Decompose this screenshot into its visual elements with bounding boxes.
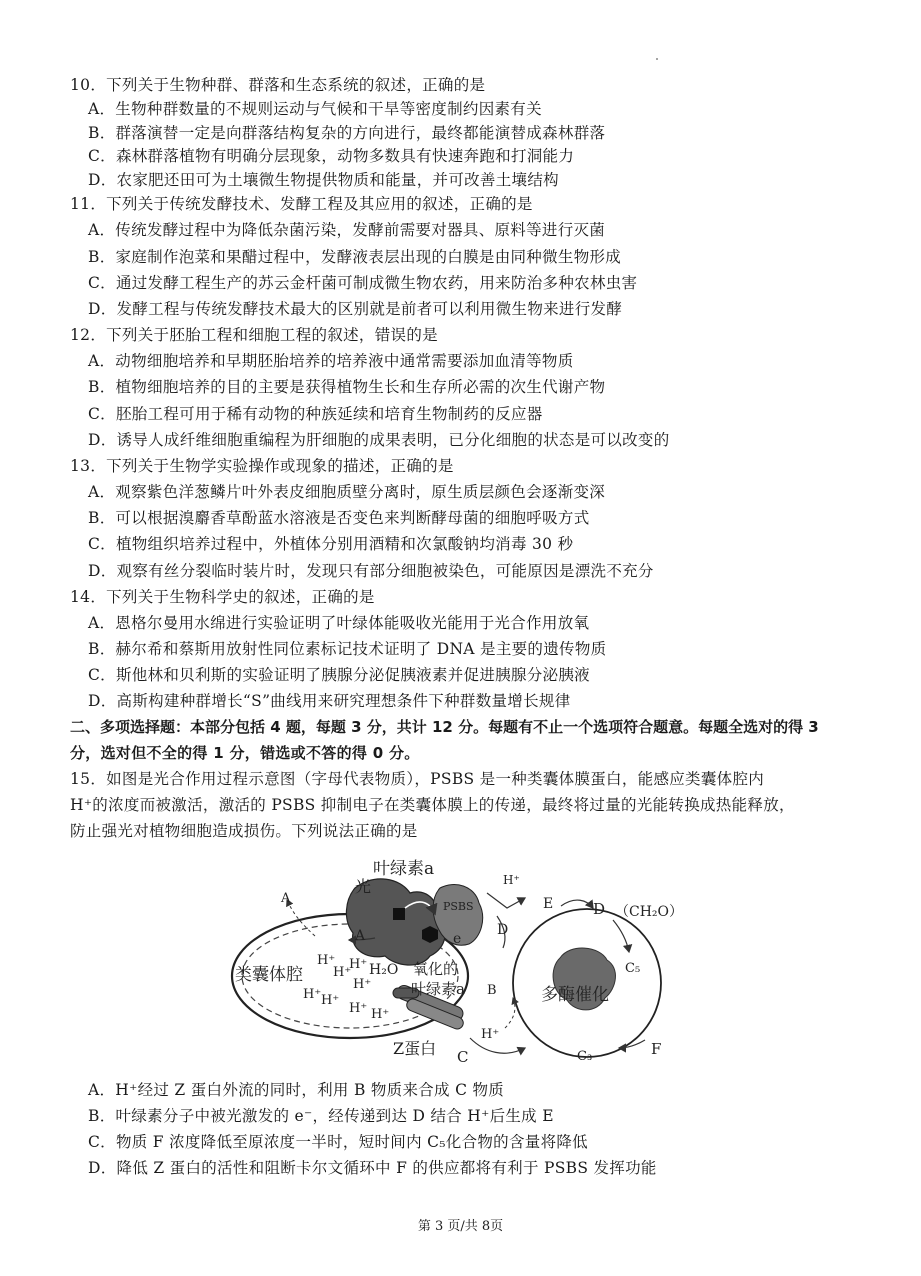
question-12-option-b: B．植物细胞培养的目的主要是获得植物生长和生存所必需的次生代谢产物 xyxy=(88,378,606,396)
question-12-option-c: C．胚胎工程可用于稀有动物的种族延续和培育生物制药的反应器 xyxy=(88,405,543,423)
question-15-stem-line-3: 防止强光对植物细胞造成损伤。下列说法正确的是 xyxy=(70,822,418,840)
question-10-option-b: B．群落演替一定是向群落结构复杂的方向进行，最终都能演替成森林群落 xyxy=(88,124,606,142)
photosynthesis-diagram xyxy=(225,848,695,1073)
question-14-stem: 14．下列关于生物科学史的叙述，正确的是 xyxy=(70,588,375,606)
page-footer: 第 3 页/共 8页 xyxy=(417,1219,504,1234)
label-h-plus-7: H⁺ xyxy=(349,1001,368,1016)
question-15-stem-line-1: 15．如图是光合作用过程示意图（字母代表物质），PSBS 是一种类囊体膜蛋白，能感应类囊体腔内 xyxy=(70,770,765,788)
label-h-plus-top: H⁺ xyxy=(503,873,520,887)
label-h2o: H₂O xyxy=(369,962,399,978)
question-11-option-d: D．发酵工程与传统发酵技术最大的区别就是前者可以利用微生物来进行发酵 xyxy=(88,300,623,318)
label-d-right: D xyxy=(593,900,606,918)
label-oxidized-2: 叶绿素a xyxy=(411,980,465,998)
label-h-plus-4: H⁺ xyxy=(353,977,372,992)
question-12-option-d: D．诱导人成纤维细胞重编程为肝细胞的成果表明，已分化细胞的状态是可以改变的 xyxy=(88,431,670,449)
question-13-option-d: D．观察有丝分裂临时装片时，发现只有部分细胞被染色，可能原因是漂洗不充分 xyxy=(88,562,654,580)
label-b: B xyxy=(487,983,497,998)
label-c: C xyxy=(457,1048,469,1066)
question-11-stem: 11．下列关于传统发酵技术、发酵工程及其应用的叙述，正确的是 xyxy=(70,195,533,213)
question-14-option-b: B．赫尔希和蔡斯用放射性同位素标记技术证明了 DNA 是主要的遗传物质 xyxy=(88,640,607,658)
label-a-left: A xyxy=(281,891,291,906)
label-h-plus-2: H⁺ xyxy=(349,957,368,972)
question-11-option-c: C．通过发酵工程生产的苏云金杆菌可制成微生物农药，用来防治多种农林虫害 xyxy=(88,274,638,292)
label-h-plus-bottom: H⁺ xyxy=(481,1027,500,1042)
arrow-to-e xyxy=(487,893,525,908)
question-10-stem: 10．下列关于生物种群、群落和生态系统的叙述，正确的是 xyxy=(70,76,486,94)
question-13-stem: 13．下列关于生物学实验操作或现象的描述，正确的是 xyxy=(70,457,454,475)
section-2-heading-line-2: 分，选对但不全的得 1 分，错选或不答的得 0 分。 xyxy=(70,744,420,762)
label-h-plus-1: H⁺ xyxy=(317,953,336,968)
question-11-option-b: B．家庭制作泡菜和果醋过程中，发酵液表层出现的白膜是由同种微生物形成 xyxy=(88,248,622,266)
question-14-option-a: A．恩格尔曼用水绵进行实验证明了叶绿体能吸收光能用于光合作用放氧 xyxy=(88,614,590,632)
label-electron: e xyxy=(453,931,462,947)
question-15-option-a: A．H⁺经过 Z 蛋白外流的同时，利用 B 物质来合成 C 物质 xyxy=(88,1081,505,1099)
label-light: 光 xyxy=(355,877,372,896)
question-14-option-c: C．斯他林和贝利斯的实验证明了胰腺分泌促胰液素并促进胰腺分泌胰液 xyxy=(88,666,590,684)
question-14-option-d: D．高斯构建种群增长“S”曲线用来研究理想条件下种群数量增长规律 xyxy=(88,692,571,710)
question-15-option-b: B．叶绿素分子中被光激发的 e⁻，经传递到达 D 结合 H⁺后生成 E xyxy=(88,1107,554,1125)
question-10-option-c: C．森林群落植物有明确分层现象，动物多数具有快速奔跑和打洞能力 xyxy=(88,147,575,165)
label-lumen: 类囊体腔 xyxy=(235,965,303,985)
label-multi-enzyme: 多酶催化 xyxy=(541,985,609,1005)
question-10-option-a: A．生物种群数量的不规则运动与气候和干旱等密度制约因素有关 xyxy=(88,100,542,118)
label-a: A xyxy=(355,928,366,944)
question-13-option-c: C．植物组织培养过程中，外植体分别用酒精和次氯酸钠均消毒 30 秒 xyxy=(88,535,574,553)
question-13-option-b: B．可以根据溴麝香草酚蓝水溶液是否变色来判断酵母菌的细胞呼吸方式 xyxy=(88,509,590,527)
label-h-plus-5: H⁺ xyxy=(303,987,322,1002)
label-ch2o: （CH₂O） xyxy=(615,904,684,920)
scan-dot xyxy=(656,58,658,60)
arrow-to-c5 xyxy=(613,920,629,952)
label-e: E xyxy=(543,896,554,912)
question-11-option-a: A．传统发酵过程中为降低杂菌污染，发酵前需要对器具、原料等进行灭菌 xyxy=(88,221,606,239)
question-15-stem-line-2: H⁺的浓度而被激活，激活的 PSBS 抑制电子在类囊体膜上的传递，最终将过量的光能转换成热能释放， xyxy=(70,796,795,814)
arrow-b-dashed xyxy=(505,998,515,1028)
section-2-heading-line-1: 二、多项选择题：本部分包括 4 题，每题 3 分，共计 12 分。每题有不止一个选项符合题意。每题全选对的得 3 xyxy=(70,718,819,736)
question-12-stem: 12．下列关于胚胎工程和细胞工程的叙述，错误的是 xyxy=(70,326,438,344)
label-f: F xyxy=(651,1040,662,1058)
question-15-option-d: D．降低 Z 蛋白的活性和阻断卡尔文循环中 F 的供应都将有利于 PSBS 发挥功能 xyxy=(88,1159,657,1177)
label-c5: C₅ xyxy=(625,961,641,976)
label-chlorophyll-a: 叶绿素a xyxy=(373,859,435,879)
label-c3: C₃ xyxy=(577,1049,593,1064)
question-13-option-a: A．观察紫色洋葱鳞片叶外表皮细胞质壁分离时，原生质层颜色会逐渐变深 xyxy=(88,483,606,501)
label-z-protein: Z蛋白 xyxy=(393,1039,437,1058)
question-10-option-d: D．农家肥还田可为土壤微生物提供物质和能量，并可改善土壤结构 xyxy=(88,171,559,189)
label-h-plus-3: H⁺ xyxy=(333,965,352,980)
question-12-option-a: A．动物细胞培养和早期胚胎培养的培养液中通常需要添加血清等物质 xyxy=(88,352,574,370)
label-h-plus-8: H⁺ xyxy=(371,1007,390,1022)
label-psbs: PSBS xyxy=(443,900,474,913)
label-d: D xyxy=(497,922,509,938)
label-oxidized: 氧化的 xyxy=(413,960,459,978)
arrow-d-to-ch2o xyxy=(561,900,593,908)
question-15-option-c: C．物质 F 浓度降低至原浓度一半时，短时间内 C₅化合物的含量将降低 xyxy=(88,1133,588,1151)
square-marker xyxy=(393,908,405,920)
label-h-plus-6: H⁺ xyxy=(321,993,340,1008)
